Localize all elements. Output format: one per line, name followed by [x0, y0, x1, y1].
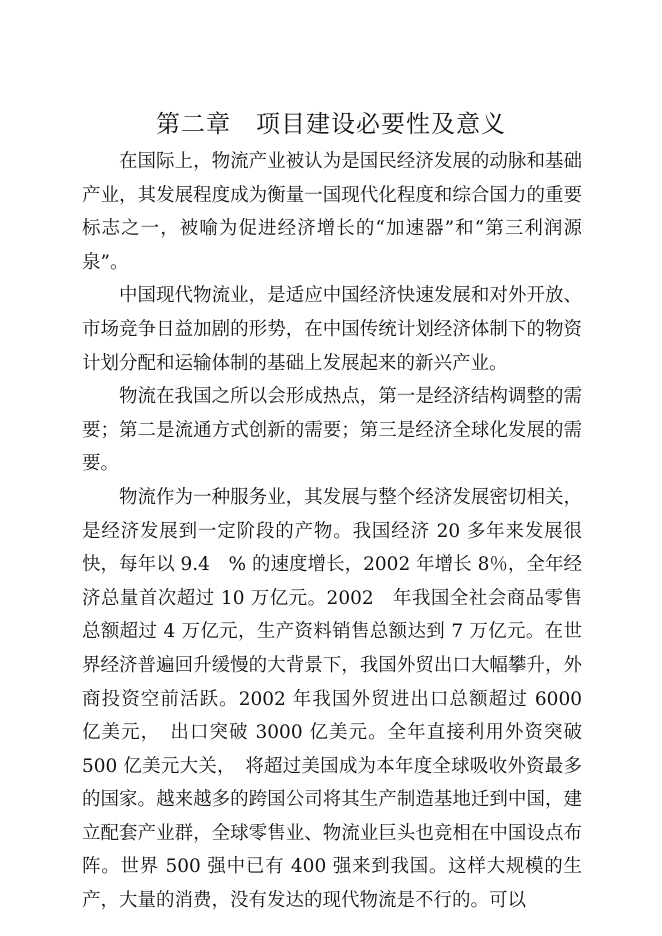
chapter-title: 第二章 项目建设必要性及意义 — [156, 110, 506, 138]
paragraph-4: 物流作为一种服务业，其发展与整个经济发展密切相关，是经济发展到一定阶段的产物。我国经济 20 多年来发展很快，每年以 9.4 % 的速度增长，2002 年增长 8％，全年经济总量首次超过 10 万亿元。2002 年我国全社会商品零售总额超过 4 万亿元，生产资料销售总额达到 7 万亿元。在世界经济普遍回升缓慢的大背景下，我国外贸出口大幅攀升，外商投资空前活跃。2002 年我国外贸进出口总额超过 6000 亿美元， 出口突破 3000 亿美元。全年直接利用外资突破 500 亿美元大关， 将超过美国成为本年度全球吸收外资最多的国家。越来越多的跨国公司将其生产制造基地迁到中国，建立配套产业群，全球零售业、物流业巨头也竞相在中国设点布阵。世界 500 强中已有 400 强来到我国。这样大规模的生产，大量的消费，没有发达的现代物流是不行的。可以 — [82, 486, 601, 912]
body-text — [82, 145, 601, 918]
paragraph-2: 中国现代物流业，是适应中国经济快速发展和对外开放、市场竞争日益加剧的形势，在中国传统计划经济体制下的物资计划分配和运输体制的基础上发展起来的新兴产业。 — [82, 285, 582, 374]
paragraph-3: 物流在我国之所以会形成热点，第一是经济结构调整的需要；第二是流通方式创新的需要；第三是经济全球化发展的需要。 — [82, 386, 582, 475]
paragraph-1: 在国际上，物流产业被认为是国民经济发展的动脉和基础产业，其发展程度成为衡量一国现代化程度和综合国力的重要标志之一，被喻为促进经济增长的“加速器”和“第三利润源泉”。 — [82, 151, 582, 273]
